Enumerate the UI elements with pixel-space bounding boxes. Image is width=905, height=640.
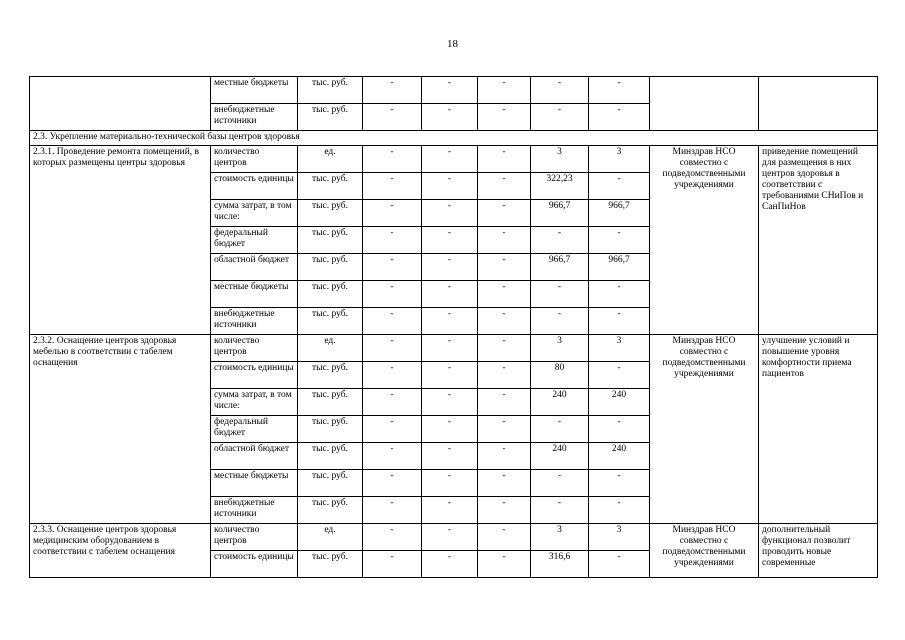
value-cell: - [422, 362, 478, 389]
value-cell: - [478, 254, 531, 281]
program-table [29, 76, 878, 578]
value-cell: - [478, 146, 531, 173]
value-cell: 3 [589, 524, 650, 551]
value-cell: - [478, 551, 531, 578]
value-cell: 966,7 [589, 254, 650, 281]
value-cell: - [478, 524, 531, 551]
row-label: федеральный бюджет [211, 416, 298, 443]
value-cell: - [589, 551, 650, 578]
measure-title: 2.3.1. Проведение ремонта помещений, в которых размещены центры здоровья [30, 146, 211, 335]
value-cell: - [589, 416, 650, 443]
value-cell: 240 [531, 389, 589, 416]
value-cell: - [478, 443, 531, 470]
row-label: областной бюджет [211, 443, 298, 470]
value-cell: 240 [531, 443, 589, 470]
table-row [30, 146, 878, 173]
unit-cell: ед. [298, 335, 363, 362]
value-cell: - [531, 470, 589, 497]
value-cell: - [531, 416, 589, 443]
value-cell: - [363, 362, 422, 389]
value-cell: 80 [531, 362, 589, 389]
page-number: 18 [447, 38, 458, 50]
value-cell: - [422, 335, 478, 362]
row-label: местные бюджеты [211, 470, 298, 497]
row-label: местные бюджеты [211, 281, 298, 308]
value-cell: - [478, 335, 531, 362]
value-cell: - [478, 77, 531, 104]
value-cell: - [422, 227, 478, 254]
table-row [30, 524, 878, 551]
row-label: федеральный бюджет [211, 227, 298, 254]
row-label: сумма затрат, в том числе: [211, 200, 298, 227]
row-label: сумма затрат, в том числе: [211, 389, 298, 416]
continuation-title-cell [30, 77, 211, 131]
value-cell: - [589, 308, 650, 335]
value-cell: 966,7 [531, 254, 589, 281]
unit-cell: тыс. руб. [298, 77, 363, 104]
value-cell: - [478, 416, 531, 443]
row-label: количество центров [211, 524, 298, 551]
unit-cell: тыс. руб. [298, 470, 363, 497]
value-cell: 966,7 [531, 200, 589, 227]
continuation-result-cell [759, 77, 878, 131]
value-cell: - [589, 77, 650, 104]
row-label: стоимость единицы [211, 551, 298, 578]
value-cell: - [589, 173, 650, 200]
value-cell: 322,23 [531, 173, 589, 200]
unit-cell: тыс. руб. [298, 200, 363, 227]
value-cell: - [422, 551, 478, 578]
section-heading: 2.3. Укрепление материально-технической базы центров здоровья [30, 131, 878, 146]
table-row [30, 77, 878, 104]
value-cell: - [363, 104, 422, 131]
value-cell: - [531, 308, 589, 335]
row-label: областной бюджет [211, 254, 298, 281]
value-cell: - [363, 470, 422, 497]
measure-title: 2.3.2. Оснащение центров здоровья мебелью в соответствии с табелем оснащения [30, 335, 211, 524]
row-label: количество центров [211, 146, 298, 173]
value-cell: - [589, 104, 650, 131]
value-cell: - [422, 416, 478, 443]
value-cell: - [363, 524, 422, 551]
value-cell: - [363, 335, 422, 362]
unit-cell: ед. [298, 524, 363, 551]
value-cell: 3 [589, 335, 650, 362]
unit-cell: тыс. руб. [298, 104, 363, 131]
value-cell: - [589, 497, 650, 524]
value-cell: - [363, 146, 422, 173]
unit-cell: ед. [298, 146, 363, 173]
row-label: местные бюджеты [211, 77, 298, 104]
row-label: внебюджетные источники [211, 104, 298, 131]
value-cell: - [422, 308, 478, 335]
value-cell: - [531, 104, 589, 131]
table-row [30, 335, 878, 362]
value-cell: - [478, 104, 531, 131]
value-cell: - [422, 254, 478, 281]
value-cell: - [478, 200, 531, 227]
unit-cell: тыс. руб. [298, 443, 363, 470]
value-cell: - [422, 104, 478, 131]
value-cell: - [422, 146, 478, 173]
value-cell: - [363, 254, 422, 281]
executor-cell: Минздрав НСО совместно с подведомственными учреждениями [650, 524, 759, 578]
value-cell: - [589, 227, 650, 254]
unit-cell: тыс. руб. [298, 254, 363, 281]
executor-cell: Минздрав НСО совместно с подведомственными учреждениями [650, 335, 759, 524]
value-cell: - [478, 281, 531, 308]
section-heading-row [30, 131, 878, 146]
value-cell: - [422, 389, 478, 416]
measure-title: 2.3.3. Оснащение центров здоровья медицинским оборудованием в соответствии с табелем оснащения [30, 524, 211, 578]
value-cell: 240 [589, 443, 650, 470]
unit-cell: тыс. руб. [298, 281, 363, 308]
value-cell: - [422, 77, 478, 104]
continuation-executor-cell [650, 77, 759, 131]
value-cell: - [478, 389, 531, 416]
value-cell: - [422, 524, 478, 551]
row-label: количество центров [211, 335, 298, 362]
unit-cell: тыс. руб. [298, 497, 363, 524]
value-cell: - [478, 470, 531, 497]
unit-cell: тыс. руб. [298, 227, 363, 254]
value-cell: - [363, 200, 422, 227]
unit-cell: тыс. руб. [298, 416, 363, 443]
row-label: стоимость единицы [211, 173, 298, 200]
value-cell: - [478, 308, 531, 335]
value-cell: 966,7 [589, 200, 650, 227]
value-cell: - [422, 470, 478, 497]
value-cell: - [422, 497, 478, 524]
value-cell: - [531, 227, 589, 254]
value-cell: - [363, 551, 422, 578]
value-cell: 240 [589, 389, 650, 416]
result-cell: приведение помещений для размещения в них центров здоровья в соответствии с требованиями СНиПов и СанПиНов [759, 146, 878, 335]
unit-cell: тыс. руб. [298, 308, 363, 335]
value-cell: - [363, 497, 422, 524]
value-cell: - [363, 416, 422, 443]
value-cell: - [531, 281, 589, 308]
value-cell: - [422, 281, 478, 308]
row-label: внебюджетные источники [211, 497, 298, 524]
value-cell: - [363, 389, 422, 416]
value-cell: - [589, 470, 650, 497]
unit-cell: тыс. руб. [298, 389, 363, 416]
value-cell: - [589, 362, 650, 389]
row-label: стоимость единицы [211, 362, 298, 389]
value-cell: - [478, 173, 531, 200]
value-cell: 3 [531, 335, 589, 362]
value-cell: - [478, 497, 531, 524]
value-cell: - [589, 281, 650, 308]
value-cell: 3 [589, 146, 650, 173]
value-cell: - [478, 227, 531, 254]
value-cell: - [363, 308, 422, 335]
row-label: внебюджетные источники [211, 308, 298, 335]
result-cell: дополнительный функционал позволит проводить новые современные [759, 524, 878, 578]
value-cell: - [363, 77, 422, 104]
value-cell: 316,6 [531, 551, 589, 578]
result-cell: улучшение условий и повышение уровня комфортности приема пациентов [759, 335, 878, 524]
unit-cell: тыс. руб. [298, 173, 363, 200]
unit-cell: тыс. руб. [298, 362, 363, 389]
value-cell: - [363, 227, 422, 254]
value-cell: - [478, 362, 531, 389]
value-cell: - [422, 443, 478, 470]
executor-cell: Минздрав НСО совместно с подведомственными учреждениями [650, 146, 759, 335]
value-cell: - [363, 173, 422, 200]
value-cell: - [422, 173, 478, 200]
value-cell: 3 [531, 146, 589, 173]
value-cell: 3 [531, 524, 589, 551]
value-cell: - [531, 77, 589, 104]
value-cell: - [422, 200, 478, 227]
unit-cell: тыс. руб. [298, 551, 363, 578]
value-cell: - [363, 443, 422, 470]
value-cell: - [531, 497, 589, 524]
value-cell: - [363, 281, 422, 308]
